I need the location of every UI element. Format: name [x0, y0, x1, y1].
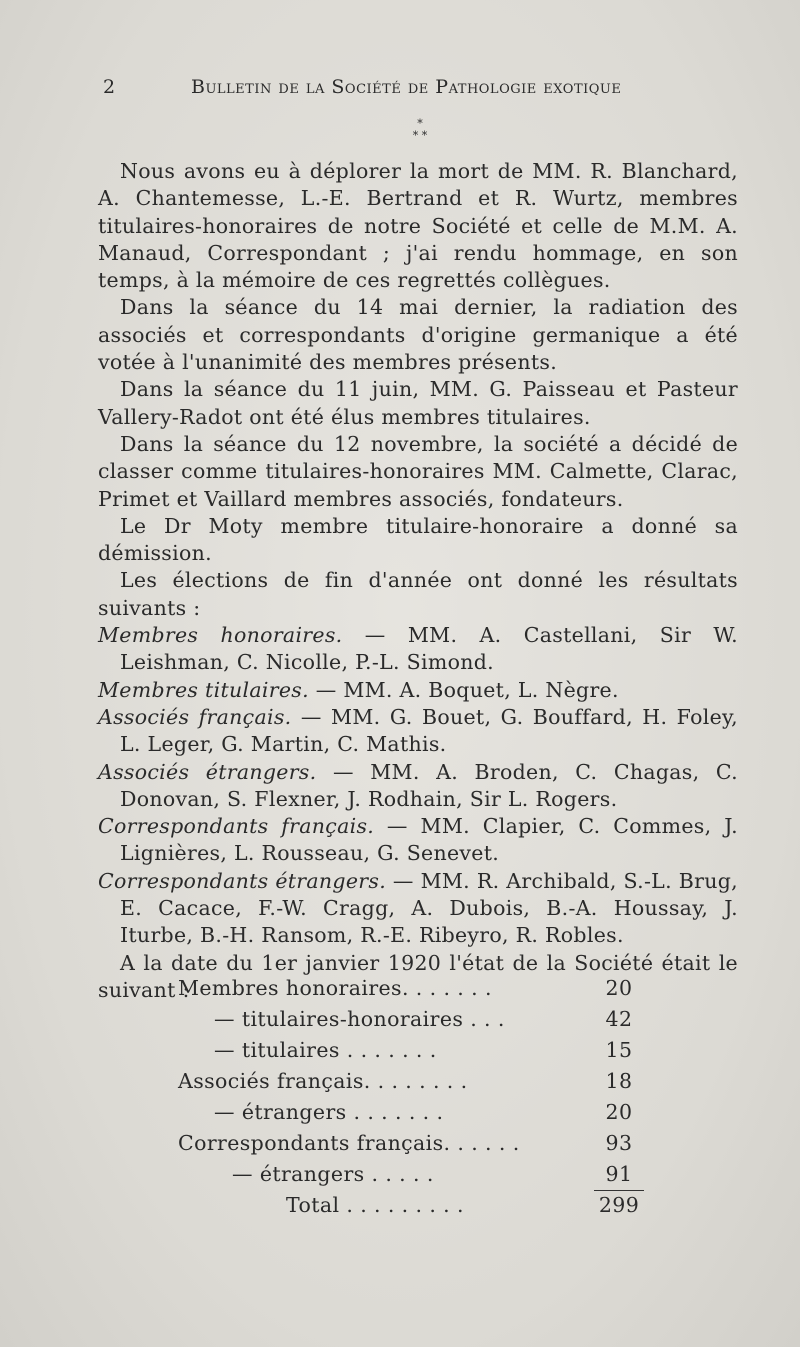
tally-row	[178, 1035, 658, 1066]
paragraph: Dans la séance du 12 novembre, la société a décidé de classer comme titulaires-honoraires MM. Calmette, Clarac, Primet et Vaillard membres associés, fondateurs.	[98, 431, 738, 511]
election-category: Associés français.	[98, 704, 292, 729]
tally-total-label: Total . . . . . . . . .	[286, 1193, 464, 1217]
tally-label: — étrangers . . . . .	[232, 1162, 434, 1186]
paragraph: Le Dr Moty membre titulaire-honoraire a donné sa démission.	[98, 513, 738, 566]
paragraph: Dans la séance du 14 mai dernier, la radiation des associés et correspondants d'origine germanique a été votée à l'unanimité des membres présents.	[98, 295, 738, 375]
tally-value: 20	[605, 1100, 633, 1124]
election-entry	[98, 622, 738, 677]
election-entry	[98, 677, 738, 704]
asterisk-top: *	[417, 117, 423, 130]
election-names: — MM. A. Castellani, Sir W. Leishman, C. Nicolle, P.-L. Simond.	[120, 623, 738, 675]
membership-tally	[178, 973, 658, 1221]
tally-label: — titulaires-honoraires . . .	[214, 1007, 505, 1031]
body-text	[98, 158, 738, 1004]
asterisk-bottom: * *	[412, 129, 428, 142]
election-entry	[98, 759, 738, 814]
election-category: Correspondants français.	[98, 814, 375, 839]
election-names: — MM. Clapier, C. Commes, J. Lignières, L. Rousseau, G. Senevet.	[120, 814, 738, 866]
election-names: — MM. A. Boquet, L. Nègre.	[315, 677, 619, 702]
tally-row	[178, 1066, 658, 1097]
tally-label: Correspondants français. . . . . .	[178, 1131, 520, 1155]
tally-row	[178, 1159, 658, 1190]
tally-row	[178, 1097, 658, 1128]
tally-value: 18	[605, 1069, 633, 1093]
election-names: — MM. R. Archibald, S.-L. Brug, E. Cacace, F.-W. Cragg, A. Dubois, B.-A. Houssay, J. Iturbe, B.-H. Ransom, R.-E. Ribeyro, R. Robles.	[120, 868, 738, 948]
election-category: Membres titulaires.	[98, 677, 309, 702]
tally-label: Associés français. . . . . . . .	[178, 1069, 468, 1093]
election-names: — MM. G. Bouet, G. Bouffard, H. Foley, L. Leger, G. Martin, C. Mathis.	[120, 704, 738, 757]
tally-total-row	[178, 1190, 658, 1221]
election-entry	[98, 868, 738, 950]
tally-value: 20	[605, 976, 633, 1000]
election-category: Membres honoraires.	[98, 623, 343, 648]
election-names: — MM. A. Broden, C. Chagas, C. Donovan, S. Flexner, J. Rodhain, Sir L. Rogers.	[120, 759, 739, 811]
tally-total-value: 299	[598, 1193, 640, 1217]
election-category: Correspondants étrangers.	[98, 868, 387, 893]
tally-label: — étrangers . . . . . . .	[214, 1100, 444, 1124]
running-title: Bulletin de la Société de Pathologie exotique	[191, 76, 622, 98]
paragraph: Nous avons eu à déplorer la mort de MM. R. Blanchard, A. Chantemesse, L.-E. Bertrand et R. Wurtz, membres titulaires-honoraires de notre Société et celle de M.M. A. Manaud, Correspondant ; j'ai rendu hommage, en son temps, à la mémoire de ces regrettés collègues.	[98, 159, 738, 293]
election-entry	[98, 704, 738, 759]
tally-value: 93	[605, 1131, 633, 1155]
tally-value: 42	[605, 1007, 633, 1031]
paragraph: Dans la séance du 11 juin, MM. G. Paisseau et Pasteur Vallery-Radot ont été élus membres titulaires.	[98, 377, 738, 429]
tally-row	[178, 1004, 658, 1035]
section-separator	[395, 118, 445, 142]
tally-row	[178, 973, 658, 1004]
tally-label: Membres honoraires. . . . . . .	[178, 976, 492, 1000]
tally-label: — titulaires . . . . . . .	[214, 1038, 437, 1062]
election-category: Associés étrangers.	[98, 759, 317, 784]
tally-row	[178, 1128, 658, 1159]
election-entry	[98, 813, 738, 868]
tally-value: 15	[605, 1038, 633, 1062]
page-number: 2	[103, 76, 116, 98]
tally-value: 91	[594, 1159, 644, 1191]
closing-paragraph: A la date du 1er janvier 1920 l'état de la Société était le suivant :	[98, 950, 738, 1002]
paragraph: Les élections de fin d'année ont donné les résultats suivants :	[98, 568, 738, 620]
